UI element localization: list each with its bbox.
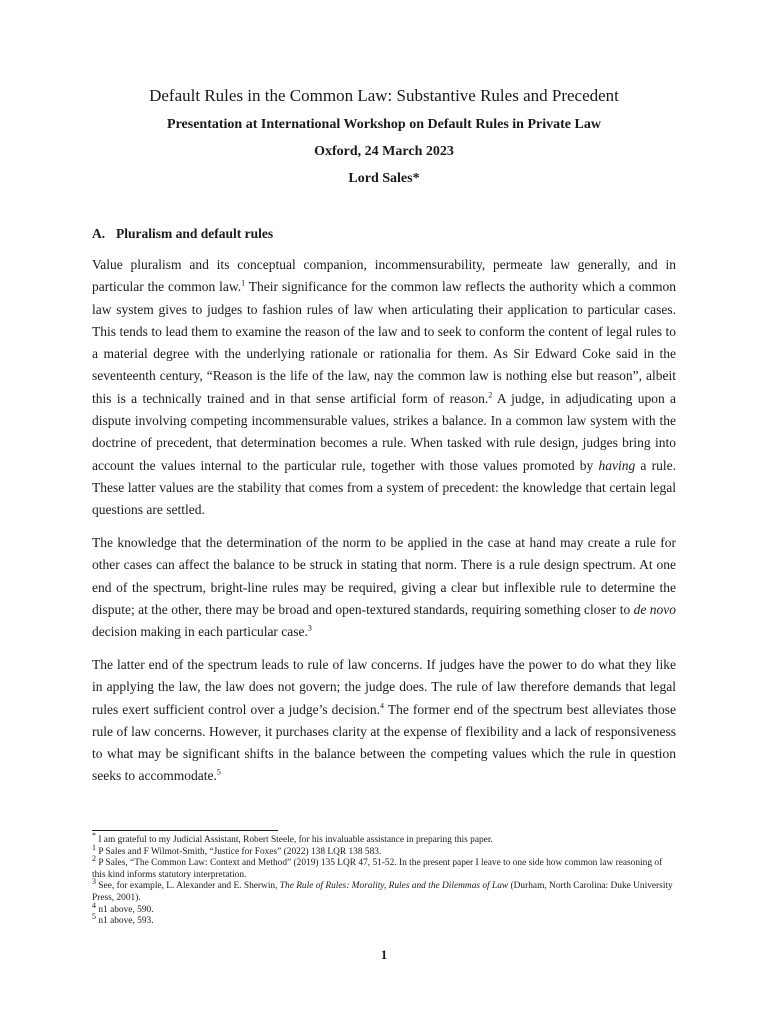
- page-number: 1: [380, 947, 388, 962]
- footnotes: [92, 830, 676, 928]
- footnote-1: [92, 842, 676, 859]
- footnote-5: [92, 912, 676, 928]
- footnote-star: [92, 830, 676, 847]
- footnote-mark: 2: [92, 854, 96, 864]
- footnote-divider: [92, 830, 278, 831]
- section-number: A.: [92, 226, 106, 241]
- footnote-text: P Sales, “The Common Law: Context and Method” (2019) 135 LQR 47, 51-52. In the present paper I leave to one side how common law reasoning of this kind informs statutory interpretation.: [92, 858, 663, 880]
- paragraph-text: The knowledge that the determination of the norm to be applied in the case at hand may create a rule for other cases can affect the balance to be struck in stating that norm. There is a rule design spectrum. At one end of the spectrum, bright-line rules may be required, giving a clear but inflexible rule to determine the dispute; at the other, there may be broad and open-textured standards, requiring something closer to: [92, 535, 676, 617]
- paragraph-text: Their significance for the common law reflects the authority which a common law system gives to judges to fashion rules of law when articulating their application to particular cases. This tends to lead them to examine the reason of the law and to seek to conform the content of legal rules to a material degree with the underlying rationale or rationalia for them. As Sir Edward Coke said in the seventeenth century, “Reason is the life of the law, nay the common law is nothing else but reason”, albeit this is a technically trained and in that sense artificial form of reason.: [92, 279, 676, 406]
- footnote-text: n1 above, 593.: [96, 916, 154, 927]
- paragraph-3: [92, 654, 676, 788]
- footnote-ref[interactable]: 3: [307, 623, 312, 633]
- footnote-4: [92, 900, 676, 917]
- footnote-book-title: The Rule of Rules: Morality, Rules and the Dilemmas of Law: [279, 881, 509, 892]
- document-title: Default Rules in the Common Law: Substantive Rules and Precedent: [149, 86, 619, 105]
- emphasis-text: having: [598, 457, 636, 473]
- author-footnote-mark: *: [412, 171, 420, 186]
- footnote-text: (Durham, North Carolina: Duke University Press, 2001).: [92, 881, 673, 903]
- section-heading: [92, 226, 273, 242]
- section-title: Pluralism and default rules: [116, 226, 274, 241]
- footnote-3: [92, 877, 676, 904]
- author-line: [0, 171, 768, 187]
- paragraph-2: [92, 532, 676, 643]
- footnote-ref[interactable]: 2: [488, 390, 493, 400]
- footnote-ref[interactable]: 5: [216, 767, 221, 777]
- paragraph-1: [92, 254, 676, 522]
- footnote-text: P Sales and F Wilmot-Smith, “Justice for Foxes” (2022) 138 LQR 138 583.: [96, 846, 382, 857]
- footnote-2: [92, 854, 676, 881]
- author-name: Lord Sales: [348, 171, 413, 186]
- footnote-text: See, for example, L. Alexander and E. Sherwin,: [96, 881, 280, 892]
- document-subtitle: Presentation at International Workshop on Default Rules in Private Law: [167, 117, 601, 132]
- location-date: Oxford, 24 March 2023: [314, 144, 454, 159]
- footnote-mark: 1: [92, 842, 96, 852]
- footnote-ref[interactable]: 1: [241, 278, 246, 288]
- paragraph-text: a rule. These latter values are the stability that comes from a system of precedent: the knowledge that certain legal questions are settled.: [92, 457, 676, 518]
- paragraph-text: decision making in each particular case.: [92, 624, 308, 640]
- paragraph-text: The former end of the spectrum best alleviates those rule of law concerns. However, it purchases clarity at the expense of flexibility and a lack of responsiveness to what may be significant shifts in the balance between the competing values which the rule in question seeks to accommodate.: [92, 701, 676, 784]
- footnote-text: n1 above, 590.: [96, 904, 154, 915]
- footnote-text: I am grateful to my Judicial Assistant, Robert Steele, for his invaluable assistance in preparing this paper.: [96, 835, 493, 845]
- footnote-ref[interactable]: 4: [380, 701, 384, 711]
- footnote-mark: 4: [92, 900, 96, 910]
- paragraph-text: Value pluralism and its conceptual companion, incommensurability, permeate law generally, and in particular the common law.: [92, 257, 676, 295]
- footnote-mark: 3: [92, 877, 96, 887]
- footnote-mark: *: [92, 830, 96, 840]
- emphasis-text: de novo: [633, 601, 676, 617]
- paragraph-text: A judge, in adjudicating upon a dispute involving competing incommensurable values, strikes a balance. In a common law system with the doctrine of precedent, that determination becomes a rule. When tasked with rule design, judges bring into account the values internal to the particular rule, together with those values promoted by: [92, 390, 676, 473]
- footnote-mark: 5: [92, 912, 96, 922]
- paragraph-text: The latter end of the spectrum leads to rule of law concerns. If judges have the power to do what they like in applying the law, the law does not govern; the judge does. The rule of law therefore demands that legal rules exert sufficient control over a judge’s decision.: [92, 657, 676, 717]
